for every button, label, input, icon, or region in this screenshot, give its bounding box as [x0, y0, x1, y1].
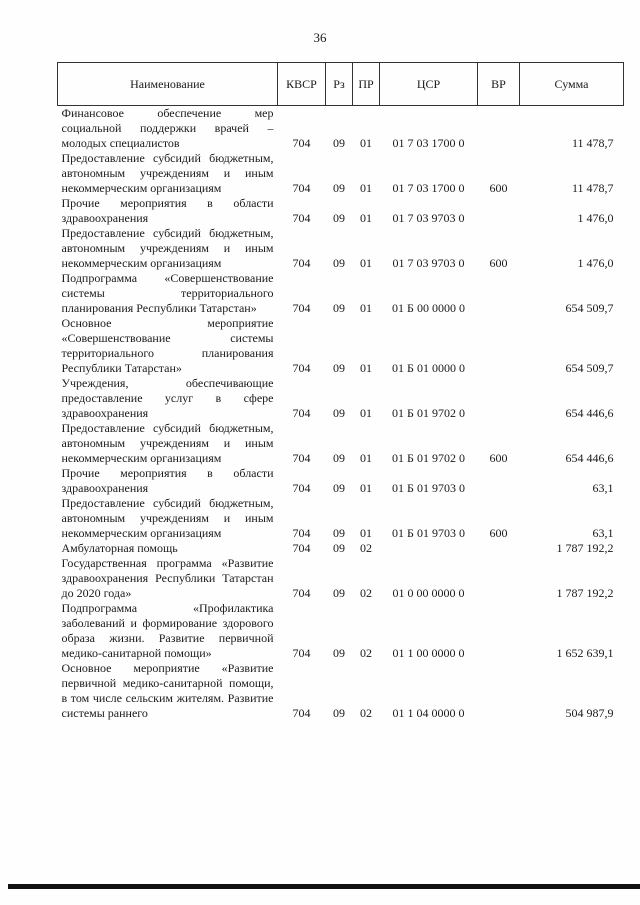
- cell-name: Подпрограмма «Профилактика заболеваний и формирование здорового образа жизни. Развитие первичной медико-санитарной помощи»: [61, 601, 274, 660]
- cell-kvsr: 704: [292, 406, 311, 420]
- cell-pr: 01: [360, 256, 372, 270]
- cell-csr: 01 Б 01 9703 0: [392, 481, 465, 495]
- cell-kvsr: 704: [292, 586, 311, 600]
- cell-pr: 02: [360, 541, 372, 555]
- cell-sum: 63,1: [592, 481, 614, 495]
- table-header: [58, 63, 624, 106]
- cell-pr: 01: [360, 211, 372, 225]
- cell-kvsr: 704: [292, 256, 311, 270]
- cell-name: Прочие мероприятия в области здравоохранения: [61, 466, 274, 495]
- cell-sum: 654 446,6: [565, 451, 614, 465]
- cell-kvsr: 704: [292, 541, 311, 555]
- bottom-border-line: [8, 884, 640, 889]
- cell-vr: [478, 106, 520, 152]
- cell-vr: 600: [489, 256, 508, 270]
- cell-vr: 600: [489, 451, 508, 465]
- cell-pr: 01: [360, 406, 372, 420]
- table-row: [58, 421, 624, 466]
- cell-vr: [478, 541, 520, 556]
- cell-rz: 09: [333, 181, 345, 195]
- cell-pr: 02: [360, 706, 372, 720]
- table-row: [58, 376, 624, 421]
- cell-csr: 01 1 00 0000 0: [392, 646, 465, 660]
- budget-table-container: [57, 62, 623, 721]
- cell-sum: 1 787 192,2: [556, 541, 614, 555]
- cell-kvsr: 704: [292, 211, 311, 225]
- header-vr: ВР: [478, 63, 520, 106]
- cell-csr: 01 0 00 0000 0: [392, 586, 465, 600]
- cell-name: Основное мероприятие «Совершенствование системы территориального планирования Республики Татарстан»: [61, 316, 274, 375]
- table-row: [58, 556, 624, 601]
- cell-kvsr: 704: [292, 706, 311, 720]
- cell-rz: 09: [333, 301, 345, 315]
- cell-kvsr: 704: [292, 481, 311, 495]
- cell-name: Основное мероприятие «Развитие первичной медико-санитарной помощи, в том числе сельским жителям. Развитие системы раннего: [61, 661, 274, 720]
- cell-rz: 09: [333, 256, 345, 270]
- cell-pr: 01: [360, 361, 372, 375]
- cell-sum: 1 476,0: [577, 256, 614, 270]
- cell-csr: 01 Б 01 9702 0: [392, 406, 465, 420]
- header-kvsr: КВСР: [278, 63, 326, 106]
- cell-sum: 654 509,7: [565, 301, 614, 315]
- table-row: [58, 226, 624, 271]
- cell-sum: 63,1: [592, 526, 614, 540]
- cell-sum: 1 652 639,1: [556, 646, 614, 660]
- cell-csr: 01 Б 00 0000 0: [392, 301, 465, 315]
- cell-rz: 09: [333, 481, 345, 495]
- cell-pr: 01: [360, 481, 372, 495]
- cell-pr: 01: [360, 301, 372, 315]
- table-row: [58, 106, 624, 152]
- cell-name: Государственная программа «Развитие здравоохранения Республики Татарстан до 2020 года»: [61, 556, 274, 600]
- cell-name: Предоставление субсидий бюджетным, автономным учреждениям и иным некоммерческим организациям: [61, 421, 274, 465]
- cell-sum: 1 787 192,2: [556, 586, 614, 600]
- cell-vr: [478, 316, 520, 376]
- cell-csr: 01 7 03 9703 0: [392, 256, 465, 270]
- table-row: [58, 466, 624, 496]
- header-name: Наименование: [58, 63, 278, 106]
- cell-rz: 09: [333, 451, 345, 465]
- cell-csr: 01 7 03 9703 0: [392, 211, 465, 225]
- cell-vr: 600: [489, 526, 508, 540]
- cell-kvsr: 704: [292, 451, 311, 465]
- cell-name: Амбулаторная помощь: [61, 541, 178, 555]
- cell-csr: 01 Б 01 9703 0: [392, 526, 465, 540]
- table-body: [58, 106, 624, 722]
- table-row: [58, 151, 624, 196]
- cell-vr: [478, 661, 520, 721]
- cell-kvsr: 704: [292, 526, 311, 540]
- cell-rz: 09: [333, 211, 345, 225]
- header-row: [58, 63, 624, 106]
- cell-pr: 01: [360, 451, 372, 465]
- cell-name: Подпрограмма «Совершенствование системы территориального планирования Республики Татарстан»: [61, 271, 274, 315]
- cell-rz: 09: [333, 541, 345, 555]
- cell-csr: 01 Б 01 9702 0: [392, 451, 465, 465]
- cell-rz: 09: [333, 706, 345, 720]
- cell-rz: 09: [333, 361, 345, 375]
- cell-kvsr: 704: [292, 136, 311, 150]
- cell-rz: 09: [333, 406, 345, 420]
- header-sum: Сумма: [520, 63, 624, 106]
- table-row: [58, 661, 624, 721]
- header-pr: ПР: [353, 63, 380, 106]
- cell-name: Предоставление субсидий бюджетным, автономным учреждениям и иным некоммерческим организациям: [61, 226, 274, 270]
- cell-kvsr: 704: [292, 646, 311, 660]
- cell-pr: 02: [360, 646, 372, 660]
- cell-name: Прочие мероприятия в области здравоохранения: [61, 196, 274, 225]
- cell-name: Предоставление субсидий бюджетным, автономным учреждениям и иным некоммерческим организациям: [61, 496, 274, 540]
- cell-kvsr: 704: [292, 181, 311, 195]
- cell-vr: [478, 556, 520, 601]
- cell-sum: 1 476,0: [577, 211, 614, 225]
- cell-rz: 09: [333, 586, 345, 600]
- cell-rz: 09: [333, 646, 345, 660]
- cell-vr: [478, 601, 520, 661]
- cell-csr: 01 1 04 0000 0: [392, 706, 465, 720]
- table-row: [58, 271, 624, 316]
- cell-name: Учреждения, обеспечивающие предоставление услуг в сфере здравоохранения: [61, 376, 274, 420]
- cell-pr: 02: [360, 586, 372, 600]
- header-csr: ЦСР: [380, 63, 478, 106]
- cell-rz: 09: [333, 526, 345, 540]
- table-row: [58, 316, 624, 376]
- cell-csr: [380, 541, 478, 556]
- cell-name: Предоставление субсидий бюджетным, автономным учреждениям и иным некоммерческим организациям: [61, 151, 274, 195]
- cell-pr: 01: [360, 136, 372, 150]
- cell-kvsr: 704: [292, 301, 311, 315]
- header-rz: Рз: [326, 63, 353, 106]
- cell-sum: 654 446,6: [565, 406, 614, 420]
- cell-pr: 01: [360, 181, 372, 195]
- cell-csr: 01 7 03 1700 0: [392, 136, 465, 150]
- cell-name: Финансовое обеспечение мер социальной поддержки врачей – молодых специалистов: [61, 106, 274, 150]
- cell-vr: [478, 466, 520, 496]
- cell-vr: 600: [489, 181, 508, 195]
- cell-sum: 504 987,9: [565, 706, 614, 720]
- cell-sum: 11 478,7: [571, 136, 614, 150]
- table-row: [58, 601, 624, 661]
- cell-csr: 01 Б 01 0000 0: [392, 361, 465, 375]
- budget-table: [57, 62, 624, 721]
- cell-vr: [478, 376, 520, 421]
- cell-vr: [478, 271, 520, 316]
- cell-pr: 01: [360, 526, 372, 540]
- table-row: [58, 196, 624, 226]
- table-row: [58, 496, 624, 541]
- cell-vr: [478, 196, 520, 226]
- cell-sum: 11 478,7: [571, 181, 614, 195]
- table-row: [58, 541, 624, 556]
- page-number: 36: [313, 30, 327, 45]
- cell-rz: 09: [333, 136, 345, 150]
- cell-sum: 654 509,7: [565, 361, 614, 375]
- cell-kvsr: 704: [292, 361, 311, 375]
- cell-csr: 01 7 03 1700 0: [392, 181, 465, 195]
